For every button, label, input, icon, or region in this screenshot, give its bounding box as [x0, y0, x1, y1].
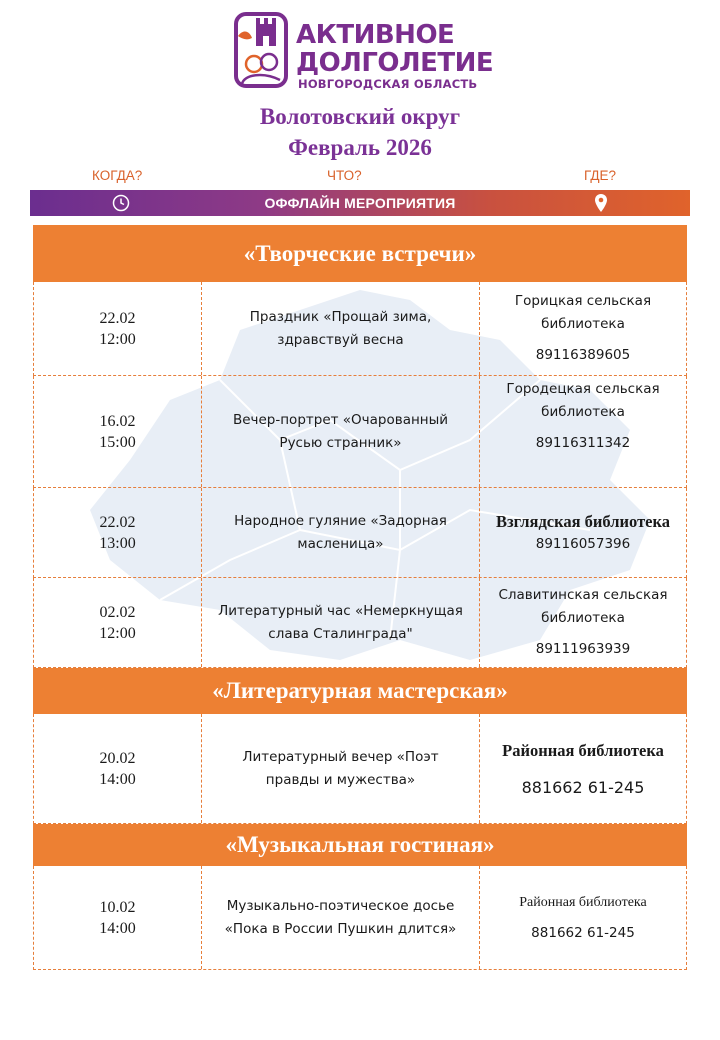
section-header: «Творческие встречи» [33, 225, 687, 282]
event-place-cell [480, 714, 686, 823]
event-place: библиотека [541, 610, 625, 626]
event-title-line: «Пока в России Пушкин длится» [224, 920, 457, 937]
logo-title-line2: ДОЛГОЛЕТИЕ [296, 48, 494, 78]
district-title: Волотовский округ [259, 104, 461, 129]
event-time: 12:00 [99, 330, 136, 348]
event-title-cell [202, 376, 480, 487]
event-place: Районная библиотека [502, 740, 664, 760]
active-longevity-emblem-icon [232, 10, 290, 90]
event-date-cell [34, 282, 202, 375]
event-row [33, 714, 687, 824]
event-title-line: Литературный час «Немеркнущая [218, 602, 463, 619]
event-date: 22.02 [99, 309, 136, 327]
event-time: 14:00 [99, 919, 136, 937]
event-place: Взглядская библиотека [495, 511, 671, 531]
event-title-line: здравствуй весна [277, 331, 404, 348]
event-place: Городецкая сельская [506, 381, 660, 397]
event-phone: 89116057396 [535, 535, 631, 552]
event-row [33, 488, 687, 578]
event-place: Горицкая сельская [514, 293, 652, 309]
event-place-cell [480, 866, 686, 969]
offline-events-bar [30, 190, 690, 216]
event-title-line: слава Сталинграда" [268, 625, 413, 642]
event-phone: 89111963939 [535, 641, 631, 657]
event-date: 16.02 [99, 412, 136, 430]
event-row [33, 282, 687, 376]
events-schedule [33, 225, 687, 970]
event-row [33, 376, 687, 488]
event-title-line: Праздник «Прощай зима, [249, 308, 432, 325]
event-title-cell [202, 714, 480, 823]
event-date: 22.02 [99, 513, 136, 531]
event-title-line: Народное гуляние «Задорная [234, 512, 447, 529]
event-date-cell [34, 376, 202, 487]
event-time: 13:00 [99, 534, 136, 552]
event-title-line: Музыкально-поэтическое досье [226, 897, 455, 914]
month-title: Февраль 2026 [288, 135, 432, 160]
location-pin-icon [594, 193, 608, 213]
event-phone: 89116311342 [535, 435, 631, 451]
column-labels [30, 168, 690, 188]
event-place: библиотека [541, 316, 625, 332]
what-label: ЧТО? [327, 168, 362, 183]
logo-subtitle: НОВГОРОДСКАЯ ОБЛАСТЬ [298, 77, 478, 91]
event-date-cell [34, 714, 202, 823]
event-date: 10.02 [99, 898, 136, 916]
when-label: КОГДА? [92, 168, 143, 183]
offline-events-title: ОФФЛАЙН МЕРОПРИЯТИЯ [264, 195, 456, 211]
event-title-cell [202, 578, 480, 667]
event-title-line: Литературный вечер «Поэт [242, 748, 439, 765]
event-date: 02.02 [99, 603, 136, 621]
event-title-cell [202, 488, 480, 577]
event-time: 14:00 [99, 770, 136, 788]
event-date-cell [34, 866, 202, 969]
logo [232, 10, 502, 94]
event-place-cell [480, 578, 686, 667]
event-title-cell [202, 866, 480, 969]
event-phone: 881662 61-245 [531, 924, 635, 941]
event-title-line: правды и мужества» [265, 771, 416, 788]
event-time: 12:00 [99, 624, 136, 642]
event-date-cell [34, 578, 202, 667]
event-place: библиотека [541, 404, 625, 420]
event-place-cell [480, 488, 686, 577]
event-title-line: Вечер-портрет «Очарованный [232, 411, 449, 428]
event-date: 20.02 [99, 749, 136, 767]
event-place-cell [480, 282, 686, 375]
event-title-cell [202, 282, 480, 375]
event-title-line: Русью странник» [279, 434, 402, 451]
event-place-cell [480, 376, 686, 487]
event-phone: 89116389605 [535, 347, 631, 363]
where-label: ГДЕ? [584, 168, 617, 183]
event-title-line: масленица» [297, 535, 384, 552]
logo-title-line1: АКТИВНОЕ [296, 20, 455, 50]
event-place: Районная библиотека [519, 894, 647, 910]
event-phone: 881662 61-245 [521, 777, 645, 797]
event-place: Славитинская сельская [498, 587, 668, 603]
section-header: «Литературная мастерская» [33, 668, 687, 714]
event-date-cell [34, 488, 202, 577]
event-row [33, 866, 687, 970]
section-header: «Музыкальная гостиная» [33, 824, 687, 866]
event-time: 15:00 [99, 433, 136, 451]
event-row [33, 578, 687, 668]
